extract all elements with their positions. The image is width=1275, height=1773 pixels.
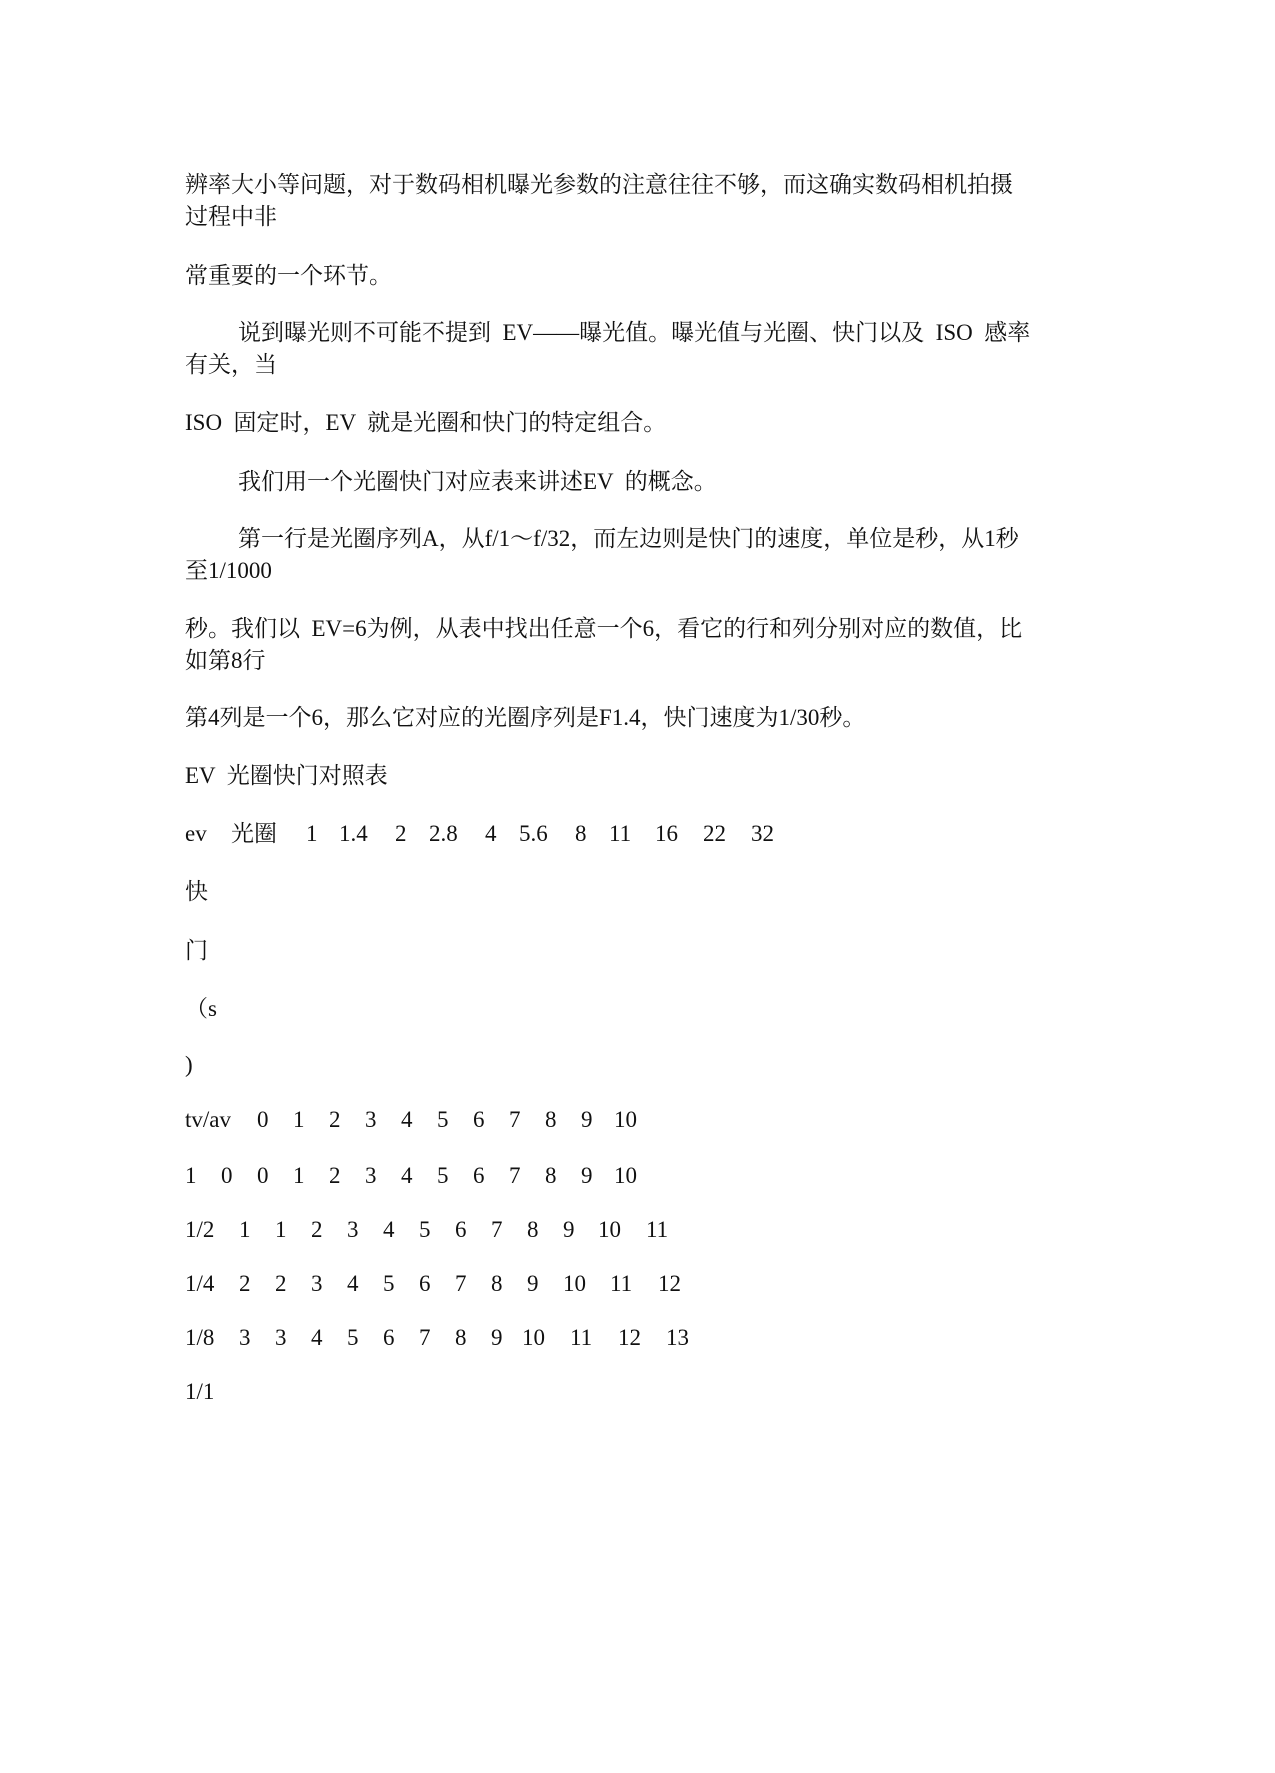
table-cell: 1/4 [185,1271,215,1296]
table-cell: 4 [347,1271,359,1296]
table-cell: 1 [185,1163,197,1188]
paragraph-line-3: 常重要的一个环节。 [185,263,392,288]
table-cell: 10 [522,1325,545,1350]
table-cell: 2 [275,1271,287,1296]
table-cell: 11 [646,1217,669,1242]
paragraph-line-7: 我们用一个光圈快门对应表来讲述EV 的概念。 [238,469,717,494]
shutter-label-line: 门 [185,938,208,963]
paragraph-line-8: 第一行是光圈序列A，从f/1～f/32，而左边则是快门的速度，单位是秒，从1秒 [238,526,1019,551]
table-cell: 11 [610,1271,633,1296]
shutter-label-line: ) [185,1052,193,1077]
table-cell: 7 [419,1325,431,1350]
table-cell: 0 [257,1163,269,1188]
table-cell: 10 [614,1107,637,1132]
table-cell: 1 [275,1217,287,1242]
table-cell: 1/8 [185,1325,215,1350]
table-cell: 1 [293,1163,305,1188]
table-row [185,1269,885,1299]
table-cell: 4 [311,1325,323,1350]
table-cell: 7 [509,1107,521,1132]
table-row [185,1323,885,1353]
table-cell: 4 [401,1163,413,1188]
table-cell: 9 [491,1325,503,1350]
paragraph-line-2: 过程中非 [185,204,277,229]
table-cell: 7 [491,1217,503,1242]
table-cell: 4 [383,1217,395,1242]
table-cell: 3 [347,1217,359,1242]
paragraph-line-6: ISO 固定时，EV 就是光圈和快门的特定组合。 [185,410,667,435]
table-cell: 10 [614,1163,637,1188]
table-cell: 11 [609,821,632,846]
paragraph-line-9: 至1/1000 [185,558,272,583]
table-cell: 5 [347,1325,359,1350]
table-cell: 5 [419,1217,431,1242]
table-cell: 5 [383,1271,395,1296]
table-cell: 22 [703,821,726,846]
table-cell: 9 [581,1107,593,1132]
table-cell: 10 [598,1217,621,1242]
table-cell: 5 [437,1107,449,1132]
table-title: EV 光圈快门对照表 [185,763,388,788]
table-cell: 6 [419,1271,431,1296]
paragraph-line-1: 辨率大小等问题，对于数码相机曝光参数的注意往往不够，而这确实数码相机拍摄 [185,172,1013,197]
table-row [185,1215,885,1245]
table-cell: 2.8 [429,821,458,846]
table-cell: 3 [365,1107,377,1132]
trailing-row-label: 1/1 [185,1379,215,1404]
table-cell: 9 [563,1217,575,1242]
table-cell: 6 [455,1217,467,1242]
table-cell: 2 [239,1271,251,1296]
table-cell: 2 [395,821,407,846]
table-cell: 2 [329,1163,341,1188]
table-cell: 8 [527,1217,539,1242]
table-cell: 1 [306,821,318,846]
table-cell: ev [185,821,207,846]
table-cell: 10 [563,1271,586,1296]
table-cell: 4 [485,821,497,846]
table-cell: 1 [293,1107,305,1132]
table-cell: 2 [329,1107,341,1132]
table-cell: 1/2 [185,1217,215,1242]
shutter-label-line: （s [185,996,217,1021]
table-cell: 6 [473,1107,485,1132]
shutter-label-line: 快 [185,879,208,904]
table-cell: 9 [527,1271,539,1296]
table-cell: 光圈 [231,821,277,846]
paragraph-line-4: 说到曝光则不可能不提到 EV——曝光值。曝光值与光圈、快门以及 ISO 感率 [238,320,1031,345]
table-cell: 8 [455,1325,467,1350]
table-cell: 32 [751,821,774,846]
aperture-row [185,819,885,849]
tv-av-header-row [185,1105,885,1135]
table-cell: 6 [473,1163,485,1188]
table-row [185,1161,885,1191]
table-cell: 8 [491,1271,503,1296]
table-cell: 7 [509,1163,521,1188]
paragraph-line-5: 有关，当 [185,352,277,377]
table-cell: tv/av [185,1107,231,1132]
table-cell: 5.6 [519,821,548,846]
table-cell: 0 [221,1163,233,1188]
paragraph-line-12: 第4列是一个6，那么它对应的光圈序列是F1.4，快门速度为1/30秒。 [185,705,866,730]
table-cell: 12 [618,1325,641,1350]
table-cell: 8 [545,1107,557,1132]
table-cell: 8 [545,1163,557,1188]
table-cell: 11 [570,1325,593,1350]
table-cell: 9 [581,1163,593,1188]
table-cell: 4 [401,1107,413,1132]
paragraph-line-10: 秒。我们以 EV=6为例，从表中找出任意一个6，看它的行和列分别对应的数值，比 [185,616,1023,641]
paragraph-line-11: 如第8行 [185,648,266,673]
table-cell: 3 [275,1325,287,1350]
table-cell: 3 [365,1163,377,1188]
table-cell: 1.4 [339,821,368,846]
table-cell: 13 [666,1325,689,1350]
table-cell: 5 [437,1163,449,1188]
table-cell: 3 [311,1271,323,1296]
table-cell: 3 [239,1325,251,1350]
table-cell: 8 [575,821,587,846]
table-cell: 7 [455,1271,467,1296]
table-cell: 16 [655,821,678,846]
table-cell: 0 [257,1107,269,1132]
table-cell: 2 [311,1217,323,1242]
table-cell: 6 [383,1325,395,1350]
table-cell: 12 [658,1271,681,1296]
table-cell: 1 [239,1217,251,1242]
